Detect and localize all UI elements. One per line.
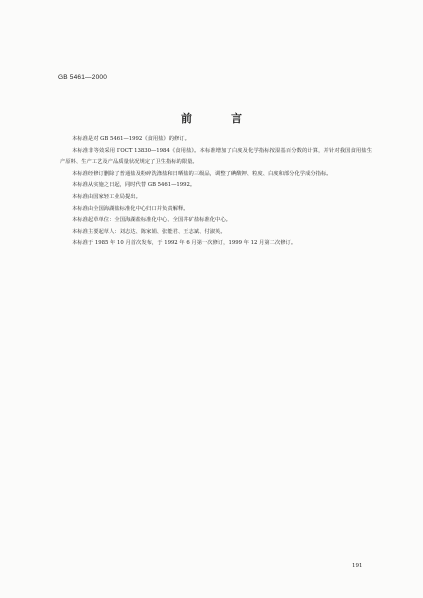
paragraph-replacement: 本标准从实施之日起，同时代替 GB 5461—1992。 (72, 182, 196, 189)
paragraph-history: 本标准于 1985 年 10 月首次发布，于 1992 年 6 月第一次修订，1999 年 12 月第二次修订。 (72, 240, 297, 247)
paragraph-revision: 本标准是对 GB 5461—1992《食用盐》的修订。 (72, 136, 190, 142)
paragraph-adoption: 本标准非等效采用 ГОСТ 13830—1984《食用盐》。本标准增加了白度及化学指标按湿基百分数的计算，并针对我国食用盐生产原料、生产工艺及产品质量状况规定了卫生指标的限量。 (60, 147, 372, 166)
page-number: 191 (352, 563, 363, 569)
paragraph-drafting-units: 本标准起草单位：全国海湖盐标准化中心、全国井矿盐标准化中心。 (72, 217, 231, 224)
standard-code: GB 5461—2000 (58, 74, 108, 81)
paragraph-administrator: 本标准由全国海湖盐标准化中心归口并负责解释。 (72, 205, 189, 212)
paragraph-drafters: 本标准主要起草人：刘志达、陈家娟、张能君、王志斌、付淑英。 (72, 228, 226, 235)
paragraph-proposer: 本标准由国家轻工业局提出。 (72, 193, 141, 200)
paragraph-changes: 本标准经修订删除了普通盐及粉碎洗涤盐和日晒盐的三级品，调整了碘酸钾、粒度、白度和部分化学成分指标。 (72, 170, 332, 177)
page-title: 前 言 (181, 112, 256, 125)
foreword-body (60, 134, 372, 250)
